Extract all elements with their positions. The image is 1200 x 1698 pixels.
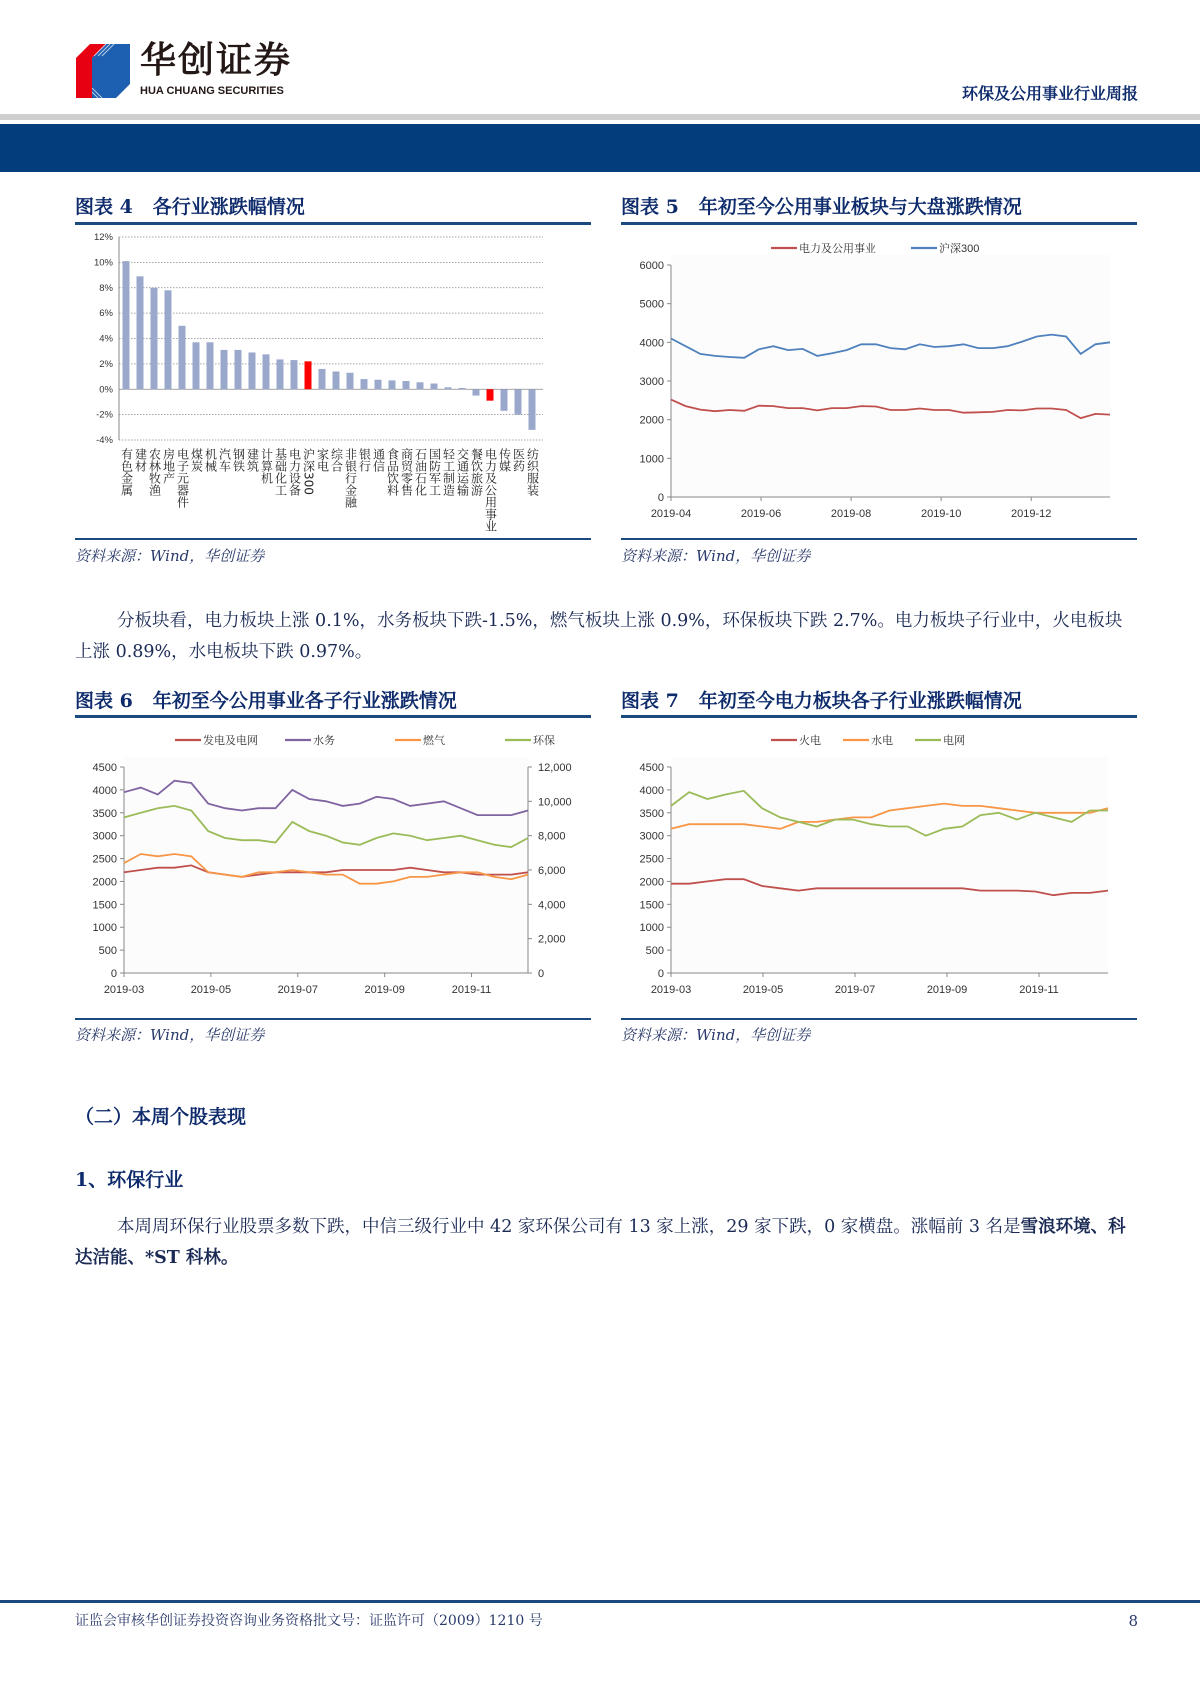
legend-label: 燃气 (423, 735, 445, 747)
category-label: 电力及公用事业 (483, 448, 498, 532)
bar-28 (515, 389, 522, 414)
utility-subsector-line-chart (75, 720, 591, 1015)
bar-25 (473, 389, 480, 395)
bar-2 (151, 288, 158, 390)
x-tick-label: 2019-12 (1011, 508, 1052, 520)
x-tick-label: 2019-04 (650, 508, 692, 520)
y-tick-label: -4% (96, 435, 113, 446)
y2-tick-label: 8,000 (538, 830, 566, 843)
bar-4 (179, 326, 186, 389)
y-tick-label: 1500 (639, 899, 664, 912)
category-label: 房地产 (161, 448, 176, 484)
top-gainers: 雪浪环境、科达洁能、*ST 科林。 (75, 1217, 1126, 1268)
header-band (0, 124, 1200, 172)
bar-18 (375, 380, 382, 390)
header-divider (0, 114, 1200, 120)
bar-17 (361, 379, 368, 389)
y-tick-label: 4000 (639, 784, 664, 797)
bar-22 (431, 384, 438, 390)
category-label: 电子元器件 (175, 448, 190, 508)
category-label: 钢铁 (231, 448, 246, 472)
industry-change-bar-chart (75, 226, 591, 536)
sector-summary-paragraph: 分板块看，电力板块上涨 0.1%，水务板块下跌-1.5%，燃气板块上涨 0.9%，环保板块下跌 2.7%。电力板块子行业中，火电板块上涨 0.89%，水电板块下跌 0.97%。 (75, 611, 1123, 662)
figure-4-bottom-rule (75, 538, 591, 540)
y-tick-label: 3000 (639, 376, 664, 388)
y-tick-label: 3500 (92, 807, 117, 820)
plot-area (671, 757, 1108, 973)
x-tick-label: 2019-05 (190, 984, 232, 996)
figure-label: 图表 6 (75, 690, 133, 712)
plot-area (124, 757, 528, 973)
y-tick-label: 10% (93, 257, 113, 269)
bar-7 (221, 350, 228, 389)
y-tick-label: 4500 (92, 762, 117, 774)
paragraph-text: 本周周环保行业股票多数下跌，中信三级行业中 42 家环保公司有 13 家上涨，29 家下跌，0 家横盘。涨幅前 3 名是 (117, 1217, 1021, 1237)
figure-7-title (621, 689, 1022, 713)
figure-7-bottom-rule (621, 1018, 1137, 1020)
bar-3 (165, 290, 172, 389)
x-tick-label: 2019-10 (920, 508, 962, 520)
plot-area (671, 255, 1110, 497)
x-tick-label: 2019-03 (103, 984, 145, 996)
huachuang-logo-icon (76, 44, 130, 98)
figure-5-top-rule (621, 222, 1137, 225)
y-tick-label: 4500 (639, 762, 664, 774)
legend-label: 沪深300 (939, 243, 980, 255)
y-tick-label: 4000 (639, 337, 664, 350)
chart-canvas (621, 720, 1137, 1010)
legend-label: 火电 (799, 735, 821, 747)
bar-1 (137, 276, 144, 389)
figure-5-title (621, 195, 1022, 219)
y-tick-label: 5000 (639, 298, 664, 311)
y2-tick-label: 2,000 (538, 933, 566, 946)
category-label: 计算机 (259, 448, 274, 484)
bar-29 (529, 389, 536, 430)
bar-15 (333, 371, 340, 389)
category-label: 沪深300 (301, 448, 316, 495)
x-tick-label: 2019-11 (1019, 984, 1059, 996)
figure-6-title (75, 689, 457, 713)
figure-caption: 年初至今公用事业板块与大盘涨跌情况 (698, 196, 1022, 218)
x-tick-label: 2019-09 (926, 984, 968, 996)
legend-label: 环保 (533, 735, 555, 747)
figure-4-source: 资料来源：Wind，华创证券 (75, 547, 265, 565)
y-tick-label: 0 (657, 968, 664, 980)
legend-label: 发电及电网 (203, 735, 258, 747)
category-label: 通信 (371, 448, 386, 472)
figure-caption: 年初至今电力板块各子行业涨跌幅情况 (698, 690, 1022, 712)
category-label: 石油石化 (413, 448, 428, 496)
legend-label: 水务 (313, 735, 335, 747)
x-tick-label: 2019-03 (650, 984, 692, 996)
x-tick-label: 2019-07 (834, 984, 876, 996)
bar-5 (193, 342, 200, 389)
figure-6-source: 资料来源：Wind，华创证券 (75, 1026, 265, 1044)
bar-13 (305, 361, 312, 389)
category-label: 基础化工 (273, 448, 288, 496)
category-label: 纺织服装 (525, 448, 540, 496)
y-tick-label: 3500 (639, 807, 664, 820)
x-tick-label: 2019-05 (742, 984, 784, 996)
category-label: 机械 (203, 448, 218, 472)
bar-21 (417, 382, 424, 389)
bar-23 (445, 387, 452, 389)
bar-20 (403, 381, 410, 389)
legend-label: 电力及公用事业 (799, 243, 876, 255)
utilities-vs-hs300-line-chart (621, 226, 1137, 536)
bar-26 (487, 389, 494, 400)
figure-7-source: 资料来源：Wind，华创证券 (621, 1026, 811, 1044)
y-tick-label: 3000 (639, 830, 664, 843)
legend-label: 水电 (871, 735, 893, 747)
y-tick-label: 0 (110, 968, 117, 980)
category-label: 银行 (357, 448, 372, 472)
subsection-heading: 1、环保行业 (75, 1169, 184, 1191)
y2-tick-label: 12,000 (538, 762, 572, 774)
figure-5-bottom-rule (621, 538, 1137, 540)
category-label: 家电 (315, 448, 330, 472)
y-tick-label: 2000 (639, 414, 664, 427)
category-label: 商贸零售 (399, 448, 414, 496)
y2-tick-label: 10,000 (538, 796, 572, 809)
bar-24 (459, 388, 466, 389)
y-tick-label: 1000 (92, 922, 117, 935)
y-tick-label: 1500 (92, 899, 117, 912)
bar-19 (389, 380, 396, 389)
category-label: 农林牧渔 (147, 448, 162, 496)
y-tick-label: 2500 (639, 853, 664, 866)
logo-chinese-name: 华创证券 (140, 40, 293, 81)
x-tick-label: 2019-09 (364, 984, 405, 996)
report-title: 环保及公用事业行业周报 (961, 84, 1138, 103)
figure-label: 图表 5 (621, 196, 679, 218)
category-label: 交通运输 (455, 448, 470, 496)
figure-5-source: 资料来源：Wind，华创证券 (621, 547, 811, 565)
category-label: 食品饮料 (385, 448, 400, 496)
figure-7-top-rule (621, 715, 1137, 718)
figure-6-bottom-rule (75, 1018, 591, 1020)
category-label: 非银行金融 (343, 448, 358, 508)
y-tick-label: 2000 (639, 876, 664, 889)
category-label: 国防军工 (427, 448, 442, 496)
bar-0 (123, 261, 130, 389)
y-tick-label: 6% (99, 308, 113, 320)
bar-14 (319, 369, 326, 389)
category-label: 有色金属 (119, 448, 134, 496)
y2-tick-label: 4,000 (538, 899, 566, 912)
x-tick-label: 2019-07 (277, 984, 318, 996)
y-tick-label: 4% (99, 333, 113, 345)
y2-tick-label: 6,000 (538, 865, 566, 877)
figure-6-top-rule (75, 715, 591, 718)
y-tick-label: 3000 (92, 830, 117, 843)
bar-10 (263, 354, 270, 389)
bar-16 (347, 373, 354, 389)
x-tick-label: 2019-06 (740, 508, 782, 520)
power-subsector-line-chart (621, 720, 1137, 1015)
figure-label: 图表 4 (75, 196, 133, 218)
chart-canvas (621, 226, 1137, 526)
y-tick-label: 500 (645, 945, 664, 958)
y-tick-label: 2500 (92, 853, 117, 866)
page-number: 8 (1128, 1612, 1138, 1630)
y-tick-label: 500 (98, 945, 117, 958)
bar-8 (235, 350, 242, 389)
y-tick-label: 2% (99, 358, 113, 370)
figure-4-top-rule (75, 222, 591, 225)
logo-english-name: HUA CHUANG SECURITIES (140, 85, 284, 97)
category-label: 医药 (511, 448, 526, 472)
category-label: 建材 (133, 448, 148, 472)
bar-9 (249, 352, 256, 389)
y-tick-label: 0% (99, 384, 113, 396)
figure-caption: 年初至今公用事业各子行业涨跌情况 (152, 690, 457, 712)
category-label: 综合 (329, 448, 344, 472)
category-label: 电力设备 (287, 448, 302, 496)
environmental-stocks-paragraph (75, 1212, 1137, 1274)
y-tick-label: 2000 (92, 876, 117, 889)
y-tick-label: 6000 (639, 260, 664, 272)
y-tick-label: 1000 (639, 453, 664, 466)
category-label: 餐饮旅游 (469, 448, 484, 496)
x-tick-label: 2019-11 (451, 984, 492, 996)
footer-divider (0, 1600, 1200, 1603)
bar-11 (277, 359, 284, 389)
figure-4-title (75, 195, 305, 219)
y-tick-label: 1000 (639, 922, 664, 935)
x-tick-label: 2019-08 (830, 508, 872, 520)
footer-license-text: 证监会审核华创证券投资咨询业务资格批文号：证监许可（2009）1210 号 (75, 1613, 543, 1629)
y-tick-label: 0 (657, 492, 664, 504)
category-label: 汽车 (217, 448, 232, 472)
y-tick-label: 4000 (92, 784, 117, 797)
bar-6 (207, 342, 214, 389)
section-heading: （二）本周个股表现 (75, 1106, 247, 1128)
bar-12 (291, 360, 298, 389)
legend-label: 电网 (943, 735, 965, 747)
category-label: 传媒 (497, 448, 512, 472)
category-label: 煤炭 (189, 448, 204, 472)
chart-canvas (75, 720, 591, 1010)
y-tick-label: -2% (96, 409, 113, 421)
y2-tick-label: 0 (538, 968, 545, 980)
category-label: 建筑 (245, 448, 260, 472)
figure-caption: 各行业涨跌幅情况 (152, 196, 305, 218)
y-tick-label: 8% (99, 282, 113, 294)
figure-label: 图表 7 (621, 690, 679, 712)
y-tick-label: 12% (93, 232, 113, 243)
bar-27 (501, 389, 508, 411)
category-label: 轻工制造 (441, 448, 456, 496)
